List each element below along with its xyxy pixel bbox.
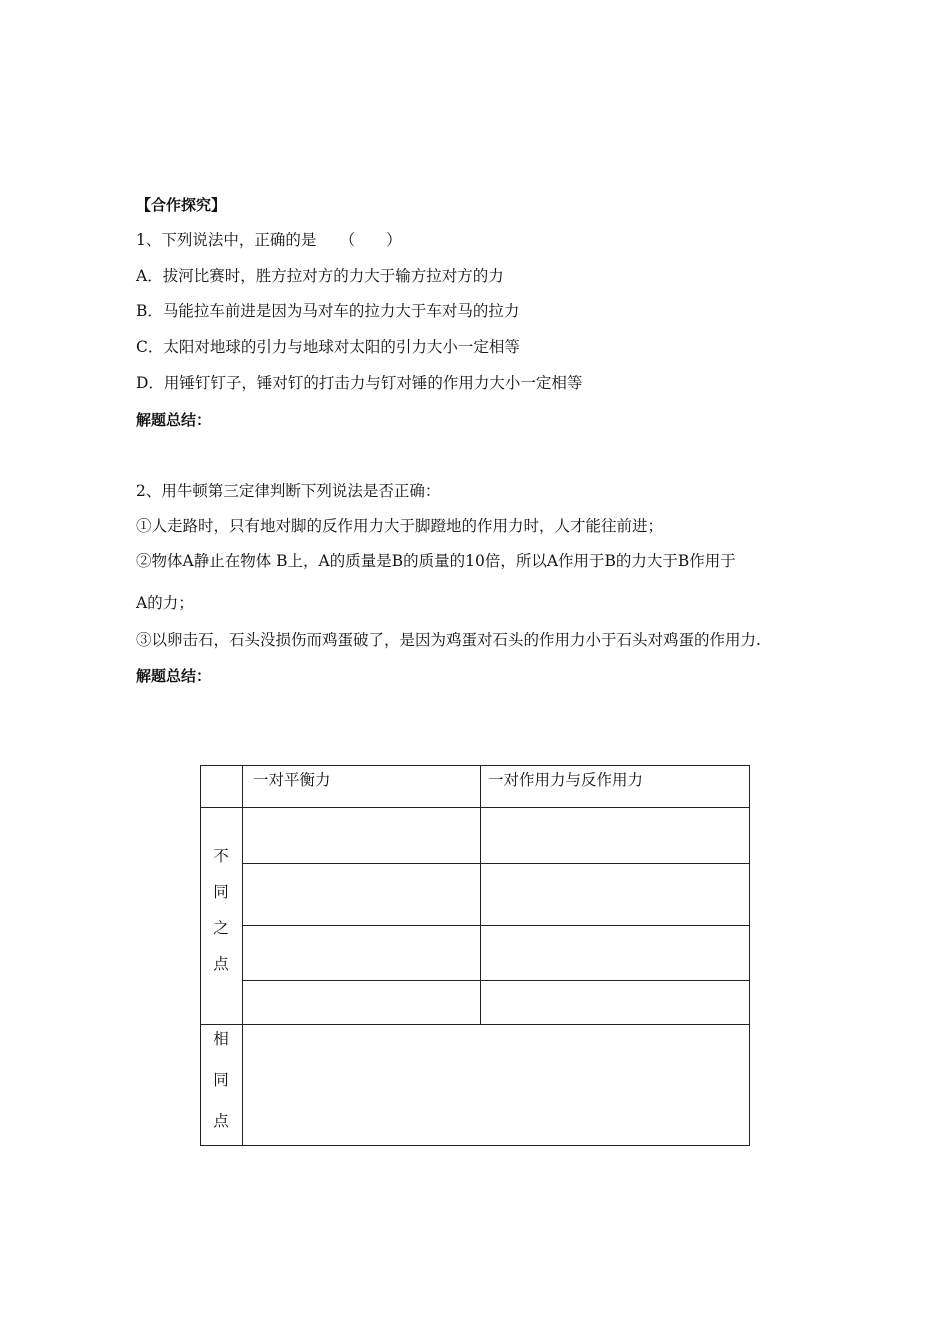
answer-cell[interactable] <box>243 864 480 925</box>
similarities-label-char: 点 <box>213 1112 229 1130</box>
section-title: 【合作探究】 <box>136 196 227 214</box>
table-rule-top <box>200 765 750 766</box>
differences-label-char: 点 <box>213 955 229 973</box>
similarities-label <box>210 1028 232 1151</box>
question-2-stem: 2、用牛顿第三定律判断下列说法是否正确： <box>136 482 441 500</box>
answer-cell[interactable] <box>481 808 749 863</box>
differences-label-char: 之 <box>213 919 229 937</box>
question-2-summary-label: 解题总结： <box>136 667 212 685</box>
header-balance-force: 一对平衡力 <box>253 771 331 789</box>
question-1-option-c: C．太阳对地球的引力与地球对太阳的引力大小一定相等 <box>136 338 520 356</box>
question-2-item-3: ③以卵击石，石头没损伤而鸡蛋破了，是因为鸡蛋对石头的作用力小于石头对鸡蛋的作用力. <box>136 631 761 649</box>
similarities-label-char: 相 <box>213 1030 229 1048</box>
question-1-option-d: D．用锤钉钉子，锤对钉的打击力与钉对锤的作用力大小一定相等 <box>136 374 583 392</box>
question-1-summary-label: 解题总结： <box>136 411 212 429</box>
comparison-table <box>200 765 750 1146</box>
similarities-label-char: 同 <box>213 1071 229 1089</box>
answer-cell[interactable] <box>243 981 480 1024</box>
answer-cell[interactable] <box>481 864 749 925</box>
question-1-option-b: B．马能拉车前进是因为马对车的拉力大于车对马的拉力 <box>136 302 520 320</box>
question-2-item-2-cont: A的力； <box>136 594 194 612</box>
question-1-option-a: A．拔河比赛时，胜方拉对方的力大于输方拉对方的力 <box>136 267 504 285</box>
table-rule-bottom <box>200 1145 750 1146</box>
table-rule-right <box>749 765 750 1146</box>
differences-label <box>210 845 232 989</box>
answer-cell[interactable] <box>243 926 480 980</box>
table-rule-left <box>200 765 201 1146</box>
header-action-reaction: 一对作用力与反作用力 <box>488 771 644 789</box>
question-2-item-2: ②物体A静止在物体 B上，A的质量是B的质量的10倍，所以A作用于B的力大于B作用于 <box>136 552 736 570</box>
answer-cell[interactable] <box>481 981 749 1024</box>
differences-label-char: 同 <box>213 883 229 901</box>
answer-cell[interactable] <box>481 926 749 980</box>
answer-cell[interactable] <box>243 808 480 863</box>
question-2-item-1: ①人走路时，只有地对脚的反作用力大于脚蹬地的作用力时，人才能往前进； <box>136 517 664 535</box>
question-1-stem: 1、下列说法中，正确的是 （ ） <box>136 231 402 249</box>
similarities-answer-cell[interactable] <box>243 1025 749 1145</box>
differences-label-char: 不 <box>213 847 229 865</box>
